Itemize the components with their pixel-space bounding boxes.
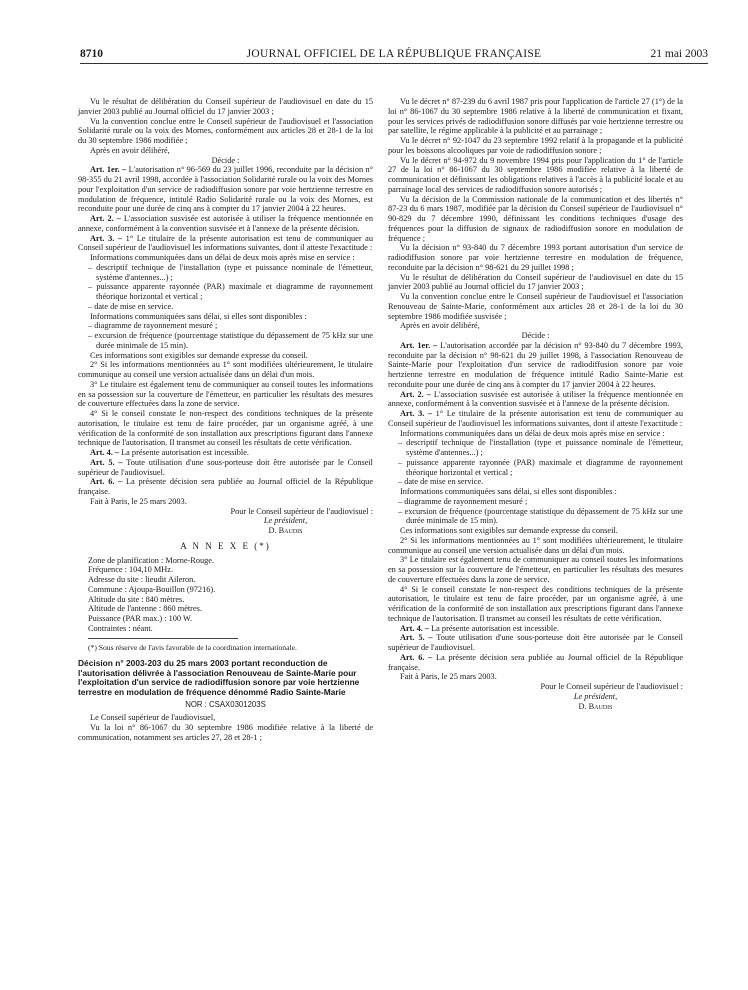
paragraph: 2° Si les informations mentionnées au 1° sont modifiées ultérieurement, le titulaire communique au conseil une version actualisée dans un délai d'un mois. — [78, 360, 373, 379]
article-text: La présente décision sera publiée au Journal officiel de la République française. — [78, 477, 374, 496]
article-4 — [78, 448, 373, 458]
journal-title: JOURNAL OFFICIEL DE LA RÉPUBLIQUE FRANÇAISE — [246, 48, 542, 60]
paragraph: Vu la loi n° 86-1067 du 30 septembre 1986 modifiée relative à la liberté de communication, notamment ses articles 27, 28 et 28-1 ; — [78, 723, 373, 742]
article-label: Art. 5. – — [400, 633, 433, 643]
list-item: – descriptif technique de l'installation (type et puissance nominale de l'émetteur, système d'antennes...) ; — [398, 438, 683, 457]
article-4 — [388, 624, 683, 634]
signature-name: D. Baudis — [578, 701, 613, 711]
list-item: – date de mise en service. — [88, 301, 174, 311]
article-text: La présente décision sera publiée au Journal officiel de la République française. — [388, 652, 684, 672]
article-label: Art. 1er. – — [400, 340, 438, 350]
annex-line: Zone de planification : Morne-Rouge. — [88, 555, 215, 565]
footnote-separator — [88, 638, 238, 639]
annex-line: Fréquence : 104,10 MHz. — [88, 565, 174, 575]
article-3 — [388, 409, 683, 429]
paragraph: Informations communiquées sans délai, si elles sont disponibles : — [400, 487, 617, 496]
signature-title: Le président, — [263, 516, 308, 526]
annex-line: Commune : Ajoupa-Bouillon (97216). — [88, 584, 216, 594]
list-item: – diagramme de rayonnement mesuré ; — [398, 496, 528, 506]
list-item: – puissance apparente rayonnée (PAR) maximale et diagramme de rayonnement théorique horizontal et vertical ; — [88, 282, 373, 301]
article-6 — [78, 477, 373, 497]
issue-date: 21 mai 2003 — [650, 48, 708, 60]
page-header — [80, 48, 708, 62]
list-item: – date de mise en service. — [398, 477, 484, 487]
article-text: 1° Le titulaire de la présente autorisation est tenu de communiquer au Conseil supérieur de l'audiovisuel les informations suivantes, dont il atteste l'exactitude : — [388, 409, 684, 428]
article-text: 1° Le titulaire de la présente autorisation est tenu de communiquer au Conseil supérieur de l'audiovisuel les informations suivantes, dont il atteste l'exactitude : — [78, 233, 374, 253]
paragraph: Vu le décret n° 87-239 du 6 avril 1987 pris pour l'application de l'article 27 (1°) de la loi n° 86-1067 du 30 septembre 1986 relative à la liberté de communication et fixant, pour les services privés de radiodiffusion sonore diffusés par voie hertzienne terrestre ou par satellite, le régime applicable à la publicité et au parrainage ; — [388, 97, 683, 136]
paragraph: Informations communiquées dans un délai de deux mois après mise en service : — [400, 428, 665, 438]
article-label: Art. 1er. – — [90, 165, 127, 175]
paragraph: Ces informations sont exigibles sur demande expresse du conseil. — [90, 350, 308, 360]
article-label: Art. 4. – — [400, 623, 430, 633]
article-5 — [388, 633, 683, 653]
annex-line: Altitude du site : 840 mètres. — [88, 594, 185, 604]
paragraph: Après en avoir délibéré, — [400, 321, 480, 331]
article-text: L'autorisation accordée par la décision n° 93-840 du 7 décembre 1993, reconduite par la décision n° 98-621 du 29 juillet 1998, à l'association Renouveau de Sainte-Marie pour l'exploitation d'un service de radiodiffusion sonore par voie hertzienne terrestre en modulation de fréquence intitulé Radio Sainte-Marie est reconduite pour une durée de cinq ans à compter du 17 janvier 2004 à 22 heures. — [388, 340, 683, 389]
article-label: Art. 6. – — [90, 477, 123, 487]
signature-authority: Pour le Conseil supérieur de l'audiovisuel : — [230, 506, 373, 516]
article-label: Art. 5. – — [90, 457, 123, 467]
paragraph: Vu la convention conclue entre le Conseil supérieur de l'audiovisuel et l'association Renouveau de Sainte-Marie, conformément aux articles 28 et 28-1 de la loi du 30 septembre 1986 modifiée susvisée ; — [388, 292, 683, 321]
signature-title: Le président, — [573, 691, 618, 701]
nor-reference: NOR : CSAX0301203S — [185, 699, 266, 709]
article-text: Toute utilisation d'une sous-porteuse doit être autorisée par le Conseil supérieur de l'audiovisuel. — [388, 633, 683, 652]
paragraph: 3° Le titulaire est également tenu de communiquer au conseil toutes les informations en sa possession sur la couverture de l'émetteur, en particulier les résultats des mesures de couverture effectuées dans la zone de service. — [388, 555, 683, 584]
list-item: – descriptif technique de l'installation (type et puissance nominale de l'émetteur, système d'antennes...) ; — [88, 262, 373, 282]
paragraph: Vu le décret n° 94-972 du 9 novembre 1994 pris pour l'application du 1° de l'article 27 de la loi n° 86-1067 du 30 septembre 1986 modifiée relative à la liberté de communication et définissant les obligations relatives à l'accès à la publicité locale et au parrainage local des services de radiodiffusion sonore autorisés ; — [388, 155, 683, 194]
paragraph: Informations communiquées sans délai, si elles sont disponibles : — [90, 311, 307, 321]
article-text: L'association susvisée est autorisée à utiliser la fréquence mentionnée en annexe, conformément à la convention susvisée et à l'annexe de la présente décision. — [388, 389, 684, 409]
decide-heading: Décide : — [521, 331, 550, 340]
article-1 — [388, 341, 683, 390]
paragraph: 2° Si les informations mentionnées au 1° sont modifiées ultérieurement, le titulaire communique au conseil une version actualisée dans un délai d'un mois. — [388, 535, 683, 555]
paragraph: 4° Si le conseil constate le non-respect des conditions techniques de la présente autorisation, le titulaire est tenu de faire procéder, par un organisme agréé, à une vérification de la conformité de son installation aux prescriptions figurant dans l'annexe technique de l'autorisation. Il transmet au conseil les résultats de cette vérification. — [388, 584, 683, 623]
signature-authority: Pour le Conseil supérieur de l'audiovisuel : — [540, 682, 683, 691]
header-rule — [80, 63, 708, 64]
paragraph: Vu la décision n° 93-840 du 7 décembre 1993 portant autorisation d'un service de radiodiffusion sonore par voie hertzienne terrestre en modulation de fréquence, reconduite par la décision n° 98-621 du 29 juillet 1998 ; — [388, 243, 683, 272]
paragraph: Vu le résultat de délibération du Conseil supérieur de l'audiovisuel en date du 15 janvier 2003 publié au Journal officiel du 17 janvier 2003 ; — [388, 272, 683, 292]
article-text: La présente autorisation est incessible. — [431, 623, 559, 633]
decision-title: Décision n° 2003-203 du 25 mars 2003 portant reconduction de l'autorisation délivrée à l'association Renouveau de Sainte-Marie pour l'exploitation d'un service de radiodiffusion sonore par voie hertzienne terrestre en modulation de fréquence dénommé Radio Sainte-Marie — [78, 658, 360, 698]
article-5 — [78, 458, 373, 478]
annex-line: Altitude de l'antenne : 860 mètres. — [88, 604, 202, 614]
signature-date: Fait à Paris, le 25 mars 2003. — [90, 496, 187, 506]
paragraph: Vu la convention conclue entre le Conseil supérieur de l'audiovisuel et l'association Solidarité rurale ou la voix des Mornes, conformément aux articles 28 et 28-1 de la loi du 30 septembre 1986 modifiée ; — [78, 116, 373, 145]
decide-heading: Décide : — [211, 155, 240, 165]
paragraph: Ces informations sont exigibles sur demande expresse du conseil. — [400, 526, 618, 535]
article-6 — [388, 653, 683, 673]
left-column — [78, 97, 373, 743]
list-item: – puissance apparente rayonnée (PAR) maximale et diagramme de rayonnement théorique horizontal et vertical ; — [398, 457, 683, 477]
article-1 — [78, 165, 373, 214]
paragraph: Après en avoir délibéré, — [90, 145, 170, 155]
list-item: – excursion de fréquence (pourcentage statistique du dépassement de 75 kHz sur une durée minimale de 15 min). — [88, 331, 373, 350]
paragraph: Informations communiquées dans un délai de deux mois après mise en service : — [90, 253, 355, 262]
article-2 — [388, 390, 683, 410]
article-label: Art. 6. – — [400, 652, 433, 662]
article-3 — [78, 234, 373, 254]
article-2 — [78, 214, 373, 234]
signature-date: Fait à Paris, le 25 mars 2003. — [400, 672, 497, 682]
paragraph: Vu le décret n° 92-1047 du 23 septembre 1992 relatif à la propagande et la publicité pour les boissons alcooliques par voie de radiodiffusion sonore ; — [388, 136, 683, 155]
annex-line: Puissance (PAR max.) : 100 W. — [88, 614, 193, 623]
signature-name: D. Baudis — [268, 526, 303, 535]
article-label: Art. 3. – — [90, 233, 123, 243]
list-item: – excursion de fréquence (pourcentage statistique du dépassement de 75 kHz sur une durée minimale de 15 min). — [398, 506, 683, 526]
article-text: La présente autorisation est incessible. — [121, 448, 249, 457]
paragraph: Vu la décision de la Commission nationale de la communication et des libertés n° 87-23 du 6 mars 1987, modifiée par la décision du Conseil supérieur de l'audiovisuel n° 90-829 du 7 décembre 1990, définissant les conditions techniques d'usage des fréquences pour la diffusion de signaux de radiodiffusion sonore en modulation de fréquence ; — [388, 194, 683, 243]
annex-title: A N N E X E (*) — [180, 540, 271, 551]
article-text: L'association susvisée est autorisée à utiliser la fréquence mentionnée en annexe, conformément à la convention susvisée et à l'annexe de la présente décision. — [78, 214, 374, 233]
article-label: Art. 3. – — [400, 409, 433, 418]
article-text: L'autorisation n° 96-569 du 23 juillet 1996, reconduite par la décision n° 98-355 du 21 avril 1998, accordée à l'association Solidarité rurale ou la voix des Mornes pour l'exploitation d'un service de radiodiffusion sonore par voie hertzienne terrestre en modulation de fréquence, intitulé Radio Solidarité rurale ou la voix des Mornes, est reconduite pour une durée de cinq ans à compter du 17 janvier 2004 à 22 heures. — [78, 165, 373, 214]
article-text: Toute utilisation d'une sous-porteuse doit être autorisée par le Conseil supérieur de l'audiovisuel. — [78, 457, 373, 477]
article-label: Art. 2. – — [400, 389, 431, 399]
footnote: (*) Sous réserve de l'avis favorable de la coordination internationale. — [88, 642, 297, 652]
annex-line: Adresse du site : lieudit Aileron. — [88, 575, 196, 584]
paragraph: Le Conseil supérieur de l'audiovisuel, — [90, 713, 216, 723]
paragraph: Vu le résultat de délibération du Conseil supérieur de l'audiovisuel en date du 15 janvier 2003 publié au Journal officiel du 17 janvier 2003 ; — [78, 97, 373, 116]
page-number: 8710 — [80, 48, 103, 60]
paragraph: 4° Si le conseil constate le non-respect des conditions techniques de la présente autorisation, le titulaire est tenu de faire procéder, par un organisme agréé, à une vérification de la conformité de son installation aux prescriptions figurant dans l'annexe technique de l'autorisation. Il transmet au conseil les résultats de cette vérification. — [78, 409, 373, 448]
article-label: Art. 4. – — [90, 448, 120, 457]
article-label: Art. 2. – — [90, 214, 121, 223]
list-item: – diagramme de rayonnement mesuré ; — [88, 321, 218, 331]
right-column — [388, 97, 683, 711]
paragraph: 3° Le titulaire est également tenu de communiquer au conseil toutes les informations en sa possession sur la couverture de l'émetteur, en particulier les résultats des mesures de couverture effectuées dans la zone de service. — [78, 379, 373, 409]
annex-line: Contraintes : néant. — [88, 623, 153, 633]
